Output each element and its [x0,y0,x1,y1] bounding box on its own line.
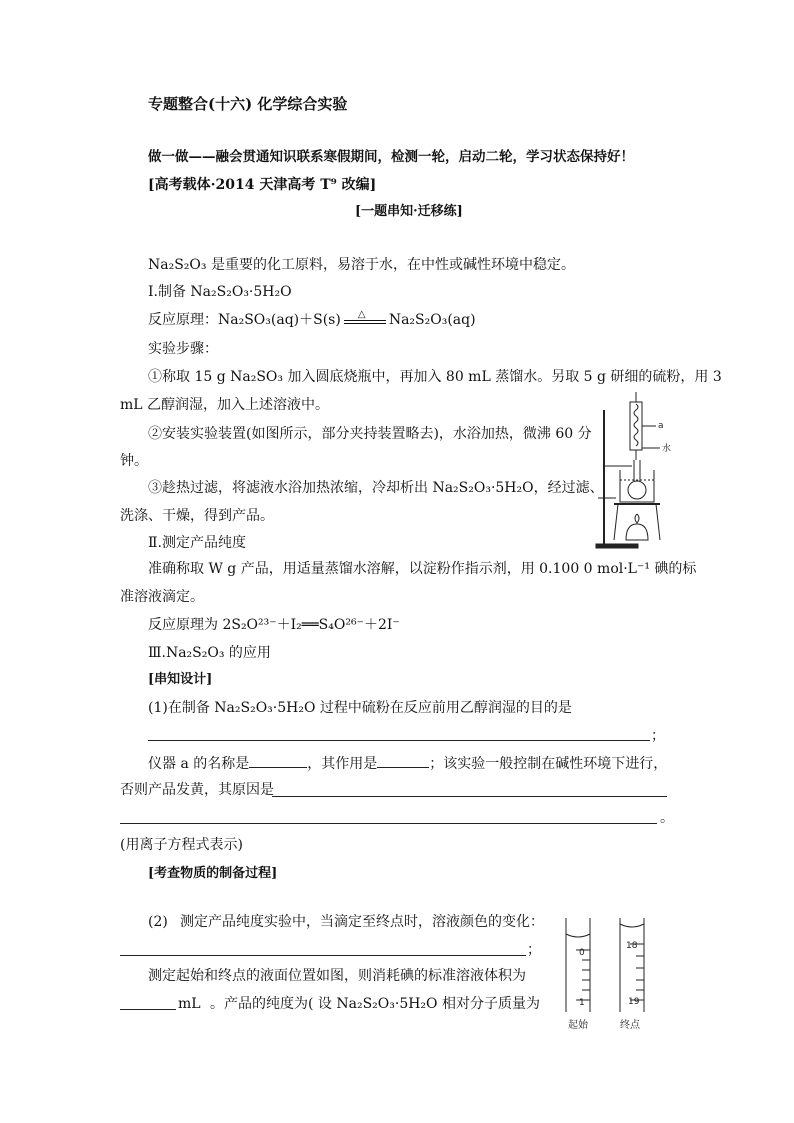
water-bath-beaker [620,470,654,502]
semicolon-2: ； [527,942,541,958]
step1-line2: mL 乙醇润湿，加入上述溶液中。 [120,397,330,413]
answer-line-4[interactable] [120,955,526,956]
answer-line-1[interactable] [148,740,650,741]
step2-line1: ②安装实验装置(如图所示，部分夹持装置略去)，水浴加热，微沸 60 分 [148,426,592,442]
end-tick-label-19: 19 [628,997,640,1007]
question-2b: 测定起始和终点的液面位置如图，则消耗碘的标准溶液体积为 [148,968,526,984]
end-label: 终点 [620,1020,640,1031]
start-tick-label-0: 0 [579,948,585,958]
heat-symbol: △ [357,309,366,320]
equals-bar-top [344,320,386,321]
equals-bar-bottom [344,323,386,324]
part1-title: Ⅰ.制备 Na₂S₂O₃·5H₂O [148,284,292,300]
start-label: 起始 [568,1020,588,1031]
question-1c: 否则产品发黄，其原因是 [120,782,274,798]
reaction-right: Na₂S₂O₃(aq) [388,312,476,328]
blank-instrument-name[interactable] [249,753,307,768]
start-meniscus [566,934,590,937]
end-meniscus [620,924,644,927]
reaction-equation [148,311,476,329]
part2-title: Ⅱ.测定产品纯度 [148,535,246,551]
tripod-leg-right [656,504,660,540]
question-2-number: (2) [148,914,168,930]
round-bottom-flask [628,481,646,499]
end-tick-label-18: 18 [626,941,638,951]
intro-text: Na₂S₂O₃ 是重要的化工原料，易溶于水，在中性或碱性环境中稳定。 [148,257,575,273]
volume-unit: mL [178,996,201,1012]
label-water: 水 [662,444,672,454]
section-subheader: [一题串知·迁移练] [355,204,463,219]
period-1: 。 [660,810,674,826]
reaction-arrow [344,311,386,329]
question-1b [148,753,667,773]
step2-line2: 钟。 [120,453,148,469]
q1b-part3: ；该实验一般控制在碱性环境下进行， [429,756,668,772]
lamp-flame [635,514,639,523]
source-note: [高考载体·2014 天津高考 T⁹ 改编] [148,177,377,193]
q1b-part2: ，其作用是 [307,756,378,772]
condenser-jacket [630,402,642,450]
process-tag: [考查物质的制备过程] [148,866,278,881]
reaction-left: 反应原理：Na₂SO₃(aq)＋S(s) [148,312,341,328]
question-2: 测定产品纯度实验中，当滴定至终点时，溶液颜色的变化： [180,914,544,930]
label-a: a [658,421,664,431]
steps-title: 实验步骤： [148,341,218,357]
semicolon-1: ； [651,728,665,744]
part2-line1: 准确称取 W g 产品，用适量蒸馏水溶解，以淀粉作指示剂，用 0.100 0 mol·L⁻¹ 碘的标 [148,561,697,577]
step1-line1: ①称取 15 g Na₂SO₃ 加入圆底烧瓶中，再加入 80 mL 蒸馏水。另取 5 g 研细的硫粉，用 3 [148,369,722,385]
answer-line-3[interactable] [120,823,657,824]
stand-base [596,544,638,548]
blank-instrument-function[interactable] [377,753,429,768]
reflux-apparatus-diagram [592,390,692,550]
question-1: (1)在制备 Na₂S₂O₃·5H₂O 过程中硫粉在反应前用乙醇润湿的目的是 [148,700,572,716]
alcohol-lamp [626,524,648,540]
blank-volume[interactable] [120,1009,176,1010]
design-title: [串知设计] [148,672,213,687]
step3-line2: 洗涤、干燥，得到产品。 [120,508,274,524]
start-tick-label-1: 1 [579,998,585,1008]
question-2c: 。产品的纯度为( 设 Na₂S₂O₃·5H₂O 相对分子质量为 [210,996,540,1012]
ionic-note: (用离子方程式表示) [120,837,243,853]
part2-line2: 准溶液滴定。 [120,589,204,605]
burette-readings-diagram [560,910,680,1035]
answer-line-2[interactable] [272,796,667,797]
q1b-part1: 仪器 a 的名称是 [148,756,250,772]
step3-line1: ③趁热过滤，将滤液水浴加热浓缩，冷却析出 Na₂S₂O₃·5H₂O，经过滤、 [148,480,604,496]
tripod-leg-left [614,504,618,540]
titration-principle: 反应原理为 2S₂O²³⁻＋I₂══S₄O²⁶⁻＋2I⁻ [148,617,400,633]
condenser-coil [634,404,638,446]
part3-title: Ⅲ.Na₂S₂O₃ 的应用 [148,645,271,661]
document-title: 专题整合(十六) 化学综合实验 [148,95,348,113]
start-burette-body [566,918,590,1012]
slogan: 做一做——融会贯通知识联系寒假期间，检测一轮，启动二轮，学习状态保持好！ [148,149,634,165]
